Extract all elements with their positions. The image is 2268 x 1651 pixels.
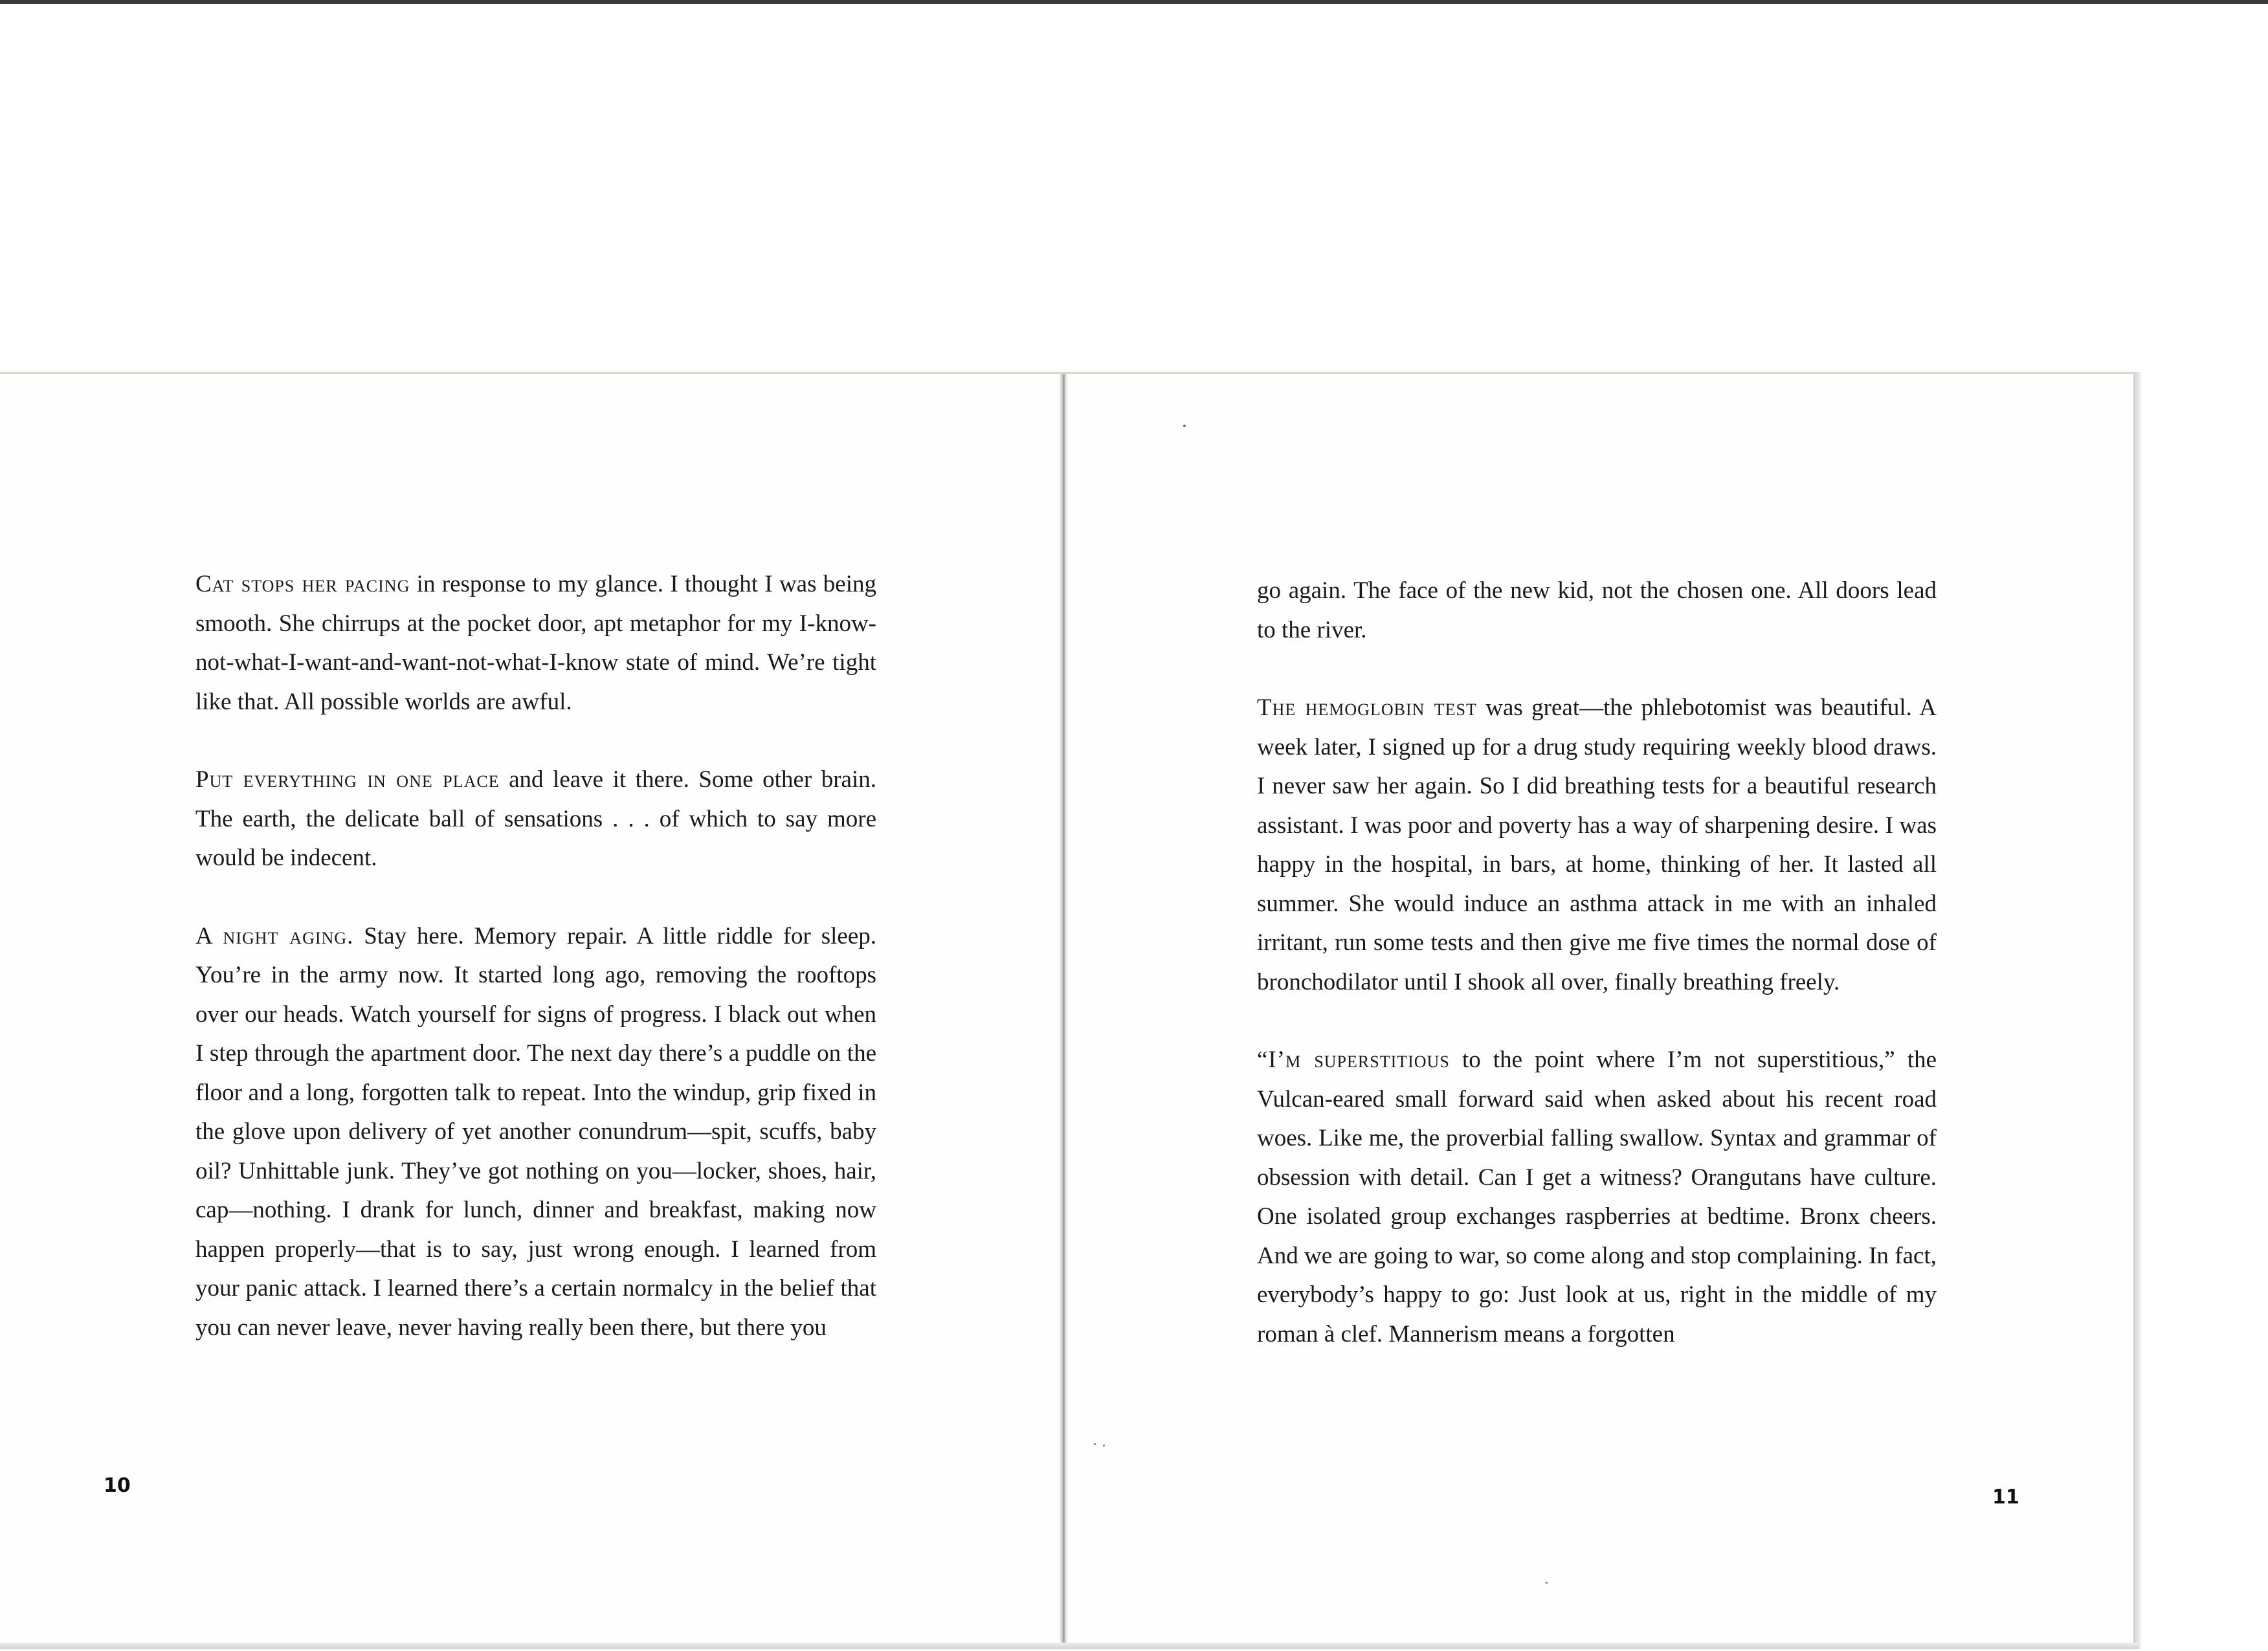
dust-speck: [1094, 1443, 1096, 1445]
paragraph: [1257, 1041, 1937, 1354]
book-bottom-edge: [0, 1643, 2139, 1649]
paragraph: [195, 565, 876, 722]
book-gutter: [1059, 374, 1068, 1649]
paragraph-lead: The hemoglobin test: [1257, 694, 1477, 721]
paragraph-body: Stay here. Memory repair. A little riddle for sleep. You’re in the army now. It started long ago, removing the rooftops over our heads. Watch yourself for signs of progress. I black out when I step through the apartment door. The next day there’s a puddle on the floor and a long, forgotten talk to repeat. Into the windup, grip fixed in the glove upon delivery of yet another conundrum—spit, scuffs, baby oil? Unhittable junk. They’ve got nothing on you—locker, shoes, hair, cap—nothing. I drank for lunch, dinner and breakfast, making now happen properly—that is to say, just wrong enough. I learned from your panic attack. I learned there’s a certain normalcy in the belief that you can never leave, never having really been there, but there you: [195, 922, 877, 1341]
paragraph: [1257, 571, 1937, 650]
dust-speck: [1183, 425, 1186, 427]
paragraph-body: to the point where I’m not superstitious,” the Vulcan-eared small forward said when asked about his recent road woes. Like me, the proverbial falling swallow. Syntax and grammar of obsession with detail. Can I get a witness? Orangutans have culture. One isolated group exchanges raspberries at bedtime. Bronx cheers. And we are going to war, so come along and stop complaining. In fact, everybody’s happy to go: Just look at us, right in the middle of my roman à clef. Mannerism means a forgotten: [1257, 1047, 1937, 1347]
right-page-text: [1257, 571, 1937, 1354]
page-number-left: 10: [104, 1474, 131, 1497]
paragraph-body: go again. The face of the new kid, not the chosen one. All doors lead to the river.: [1257, 577, 1937, 643]
paragraph: [195, 917, 876, 1348]
paragraph-body: in response to my glance. I thought I was being smooth. She chirrups at the pocket door, apt metaphor for my I-know-not-what-I-want-and-want-not-what-I-know state of mind. We’re tight like that. All possible worlds are awful.: [195, 571, 876, 715]
scan-top-edge: [0, 0, 2268, 4]
paragraph-lead: “I’m superstitious: [1257, 1047, 1450, 1073]
paragraph-body: and leave it there. Some other brain. The earth, the delicate ball of sensations . . . of which to say more would be indecent.: [195, 766, 876, 871]
dust-speck: [1103, 1445, 1105, 1446]
dust-speck: [1546, 1582, 1548, 1584]
paragraph: [1257, 689, 1937, 1002]
paragraph-lead: Put everything in one place: [195, 766, 500, 793]
book-fore-edge: [2133, 372, 2141, 1649]
paragraph: [195, 760, 876, 878]
left-page-text: [195, 565, 876, 1347]
paragraph-lead: Cat stops her pacing: [195, 571, 410, 597]
page-number-right: 11: [1992, 1486, 2019, 1509]
paragraph-body: was great—the phlebotomist was beautiful. A week later, I signed up for a drug study requiring weekly blood draws. I never saw her again. So I did breathing tests for a beautiful research assistant. I was poor and poverty has a way of sharpening desire. I was happy in the hospital, in bars, at home, thinking of her. It lasted all summer. She would induce an asthma attack in me with an inhaled irritant, run some tests and then give me five times the normal dose of bronchodilator until I shook all over, finally breathing freely.: [1257, 694, 1937, 995]
paragraph-lead: A night aging.: [195, 922, 354, 949]
